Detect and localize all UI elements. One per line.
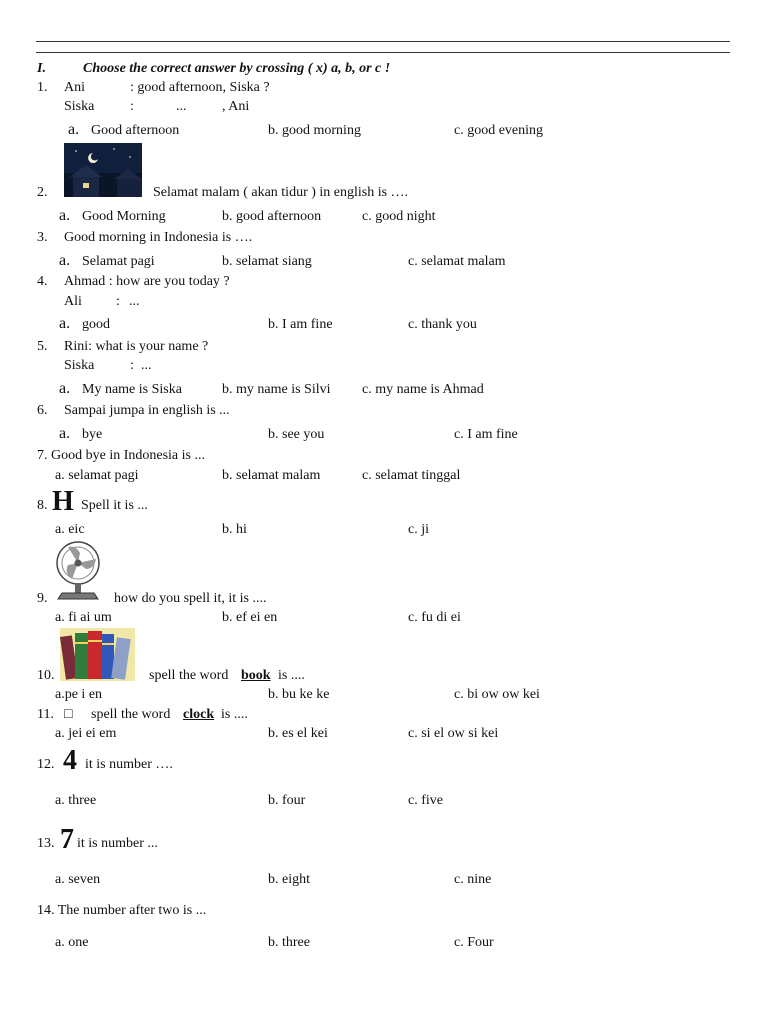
q10-option-c[interactable]: c. bi ow ow kei <box>454 687 540 702</box>
q4-option-a-letter: a. <box>59 315 71 332</box>
q11-text-post: is .... <box>221 707 248 722</box>
q6-option-c[interactable]: c. I am fine <box>454 427 518 442</box>
q2-question: Selamat malam ( akan tidur ) in english is …. <box>153 185 409 200</box>
q5-blank: ... <box>141 358 152 373</box>
q5-option-a-letter: a. <box>59 380 71 397</box>
q9-option-c[interactable]: c. fu di ei <box>408 610 461 625</box>
q13-question: it is number ... <box>77 836 158 851</box>
q6-option-a[interactable]: bye <box>82 427 103 442</box>
q8-option-a[interactable]: a. eic <box>55 522 85 537</box>
night-house-icon <box>64 143 142 197</box>
q1-number: 1. <box>37 80 48 95</box>
q12-number: 12. <box>37 757 55 772</box>
top-rule-2 <box>36 52 730 53</box>
q6-option-b[interactable]: b. see you <box>268 427 325 442</box>
q11-missing-image-glyph: □ <box>64 707 73 722</box>
q2-option-c[interactable]: c. good night <box>362 209 436 224</box>
q5-option-b[interactable]: b. my name is Silvi <box>222 382 331 397</box>
q4-line-1: Ahmad : how are you today ? <box>64 274 230 289</box>
q10-option-a[interactable]: a.pe i en <box>55 687 103 702</box>
q1-option-a[interactable]: Good afternoon <box>91 123 180 138</box>
q11-word: clock <box>183 707 215 722</box>
q5-option-c[interactable]: c. my name is Ahmad <box>362 382 484 397</box>
q10-text-pre: spell the word <box>149 668 229 683</box>
q4-option-a[interactable]: good <box>82 317 110 332</box>
q1-speaker-1: Ani <box>64 80 85 95</box>
q13-option-a[interactable]: a. seven <box>55 872 101 887</box>
q8-letter: H <box>52 486 74 517</box>
q7-question: 7. Good bye in Indonesia is ... <box>37 448 205 463</box>
q14-option-b[interactable]: b. three <box>268 935 310 950</box>
q11-option-c[interactable]: c. si el ow si kei <box>408 726 499 741</box>
q3-option-c[interactable]: c. selamat malam <box>408 254 506 269</box>
q13-option-b[interactable]: b. eight <box>268 872 310 887</box>
q4-option-c[interactable]: c. thank you <box>408 317 477 332</box>
q12-digit: 4 <box>63 745 77 776</box>
q4-blank: ... <box>129 294 140 309</box>
q3-option-b[interactable]: b. selamat siang <box>222 254 312 269</box>
q12-option-b[interactable]: b. four <box>268 793 306 808</box>
q10-word: book <box>241 668 271 683</box>
q4-speaker-2: Ali <box>64 294 82 309</box>
q7-option-c[interactable]: c. selamat tinggal <box>362 468 461 483</box>
q5-colon: : <box>130 358 134 373</box>
q14-question: 14. The number after two is ... <box>37 903 207 918</box>
q14-option-c[interactable]: c. Four <box>454 935 494 950</box>
q2-option-a-letter: a. <box>59 207 71 224</box>
q6-number: 6. <box>37 403 48 418</box>
q1-option-b[interactable]: b. good morning <box>268 123 361 138</box>
q12-option-c[interactable]: c. five <box>408 793 443 808</box>
q14-option-a[interactable]: a. one <box>55 935 89 950</box>
q4-colon: : <box>116 294 120 309</box>
q11-text-pre: spell the word <box>91 707 171 722</box>
q3-question: Good morning in Indonesia is …. <box>64 230 253 245</box>
q5-option-a[interactable]: My name is Siska <box>82 382 182 397</box>
q12-question: it is number …. <box>85 757 173 772</box>
q1-colon: : <box>130 99 134 114</box>
q5-line-1: Rini: what is your name ? <box>64 339 209 354</box>
section-instruction: Choose the correct answer by crossing ( x) a, b, or c ! <box>83 61 391 76</box>
section-number: I. <box>37 61 46 76</box>
q3-option-a-letter: a. <box>59 252 71 269</box>
books-icon <box>60 628 135 681</box>
q2-option-a[interactable]: Good Morning <box>82 209 166 224</box>
q1-option-c[interactable]: c. good evening <box>454 123 544 138</box>
q4-number: 4. <box>37 274 48 289</box>
q5-speaker-2: Siska <box>64 358 95 373</box>
q13-digit: 7 <box>60 824 74 855</box>
q13-number: 13. <box>37 836 55 851</box>
q6-question: Sampai jumpa in english is ... <box>64 403 230 418</box>
q1-line-1: : good afternoon, Siska ? <box>130 80 270 95</box>
q1-blank: ... <box>176 99 187 114</box>
q9-option-b[interactable]: b. ef ei en <box>222 610 278 625</box>
q11-number: 11. <box>37 707 54 722</box>
q8-option-c[interactable]: c. ji <box>408 522 429 537</box>
q9-number: 9. <box>37 591 48 606</box>
fan-icon <box>54 539 102 603</box>
q8-option-b[interactable]: b. hi <box>222 522 247 537</box>
q1-option-a-letter: a. <box>68 121 80 138</box>
q1-line-2-end: , Ani <box>222 99 250 114</box>
q3-number: 3. <box>37 230 48 245</box>
q2-number: 2. <box>37 185 48 200</box>
q4-option-b[interactable]: b. I am fine <box>268 317 333 332</box>
q10-number: 10. <box>37 668 55 683</box>
q10-option-b[interactable]: b. bu ke ke <box>268 687 330 702</box>
q8-question: Spell it is ... <box>81 498 148 513</box>
q9-question: how do you spell it, it is .... <box>114 591 267 606</box>
q10-text-post: is .... <box>278 668 305 683</box>
q7-option-a[interactable]: a. selamat pagi <box>55 468 139 483</box>
top-rule-1 <box>36 41 730 42</box>
q7-option-b[interactable]: b. selamat malam <box>222 468 321 483</box>
q5-number: 5. <box>37 339 48 354</box>
q6-option-a-letter: a. <box>59 425 71 442</box>
q8-number: 8. <box>37 498 48 513</box>
q2-option-b[interactable]: b. good afternoon <box>222 209 322 224</box>
q1-speaker-2: Siska <box>64 99 95 114</box>
q11-option-a[interactable]: a. jei ei em <box>55 726 117 741</box>
q9-option-a[interactable]: a. fi ai um <box>55 610 112 625</box>
q11-option-b[interactable]: b. es el kei <box>268 726 328 741</box>
q12-option-a[interactable]: a. three <box>55 793 97 808</box>
q13-option-c[interactable]: c. nine <box>454 872 492 887</box>
q3-option-a[interactable]: Selamat pagi <box>82 254 155 269</box>
